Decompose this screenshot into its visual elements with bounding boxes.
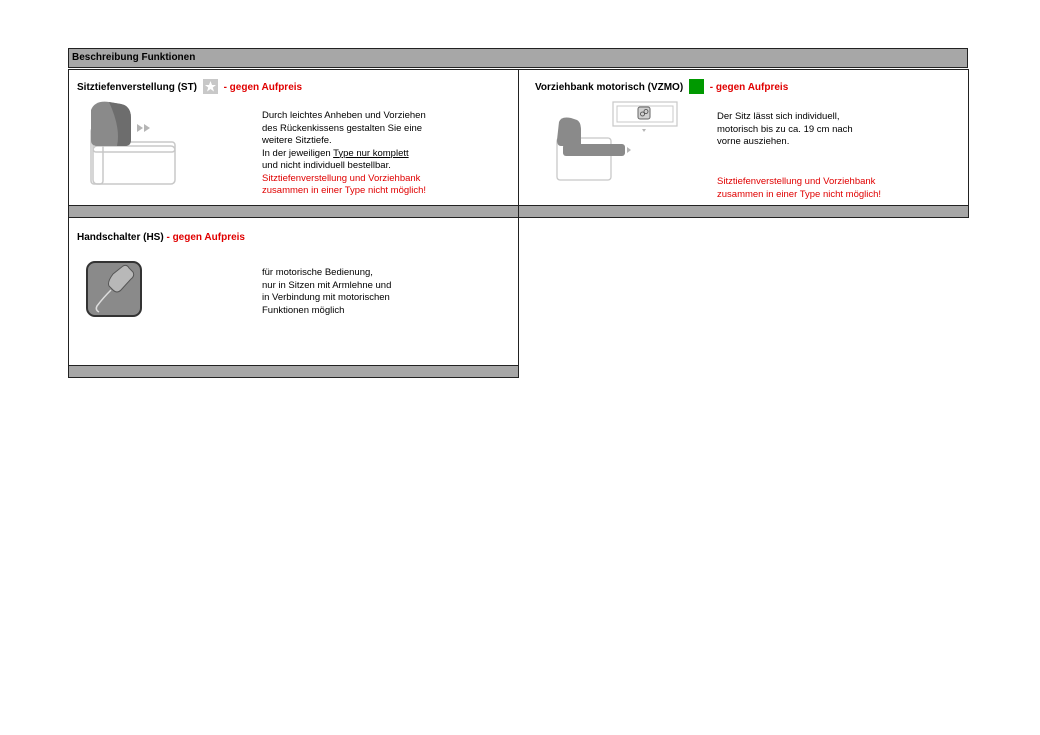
cell-vorziehbank [518,69,969,206]
hs-heading [77,232,245,244]
st-heading [77,80,302,95]
row-divider-right [518,205,969,218]
hs-desc-line-2: nur in Sitzen mit Armlehne und [262,279,392,291]
st-desc-line-5: und nicht individuell bestellbar. [262,160,391,171]
vzmo-description [717,111,853,149]
hs-desc-line-4: Funktionen möglich [262,304,345,316]
vzmo-desc-line-2: motorisch bis zu ca. 19 cm nach [717,123,853,135]
vzmo-warning-line-1: Sitztiefenverstellung und Vorziehbank [717,176,876,187]
hs-title: Handschalter (HS) [77,232,164,243]
st-title: Sitztiefenverstellung (ST) [77,82,198,94]
st-desc-link: Type nur komplett [333,147,409,159]
cell-handschalter [68,217,519,366]
hs-desc-line-3: in Verbindung mit motorischen [262,292,390,303]
green-badge-icon [689,79,704,94]
extending-seat-illustration [553,100,683,182]
st-desc-line-1: Durch leichtes Anheben und Vorziehen [262,110,426,121]
vzmo-warning-line-2: zusammen in einer Type nicht möglich! [717,188,882,200]
hs-desc-line-1: für motorische Bedienung, [262,267,373,278]
vzmo-heading [535,80,788,95]
st-description [262,110,426,198]
st-warning-line-2: zusammen in einer Type nicht möglich! [262,185,427,196]
st-price: - gegen Aufpreis [223,82,303,94]
vzmo-warning [717,176,881,201]
section-header [68,48,968,68]
vzmo-desc-line-3: vorne ausziehen. [717,136,790,147]
hand-switch-icon [85,260,143,318]
vzmo-title: Vorziehbank motorisch (VZMO) [535,82,684,94]
hs-description [262,267,391,317]
bottom-divider [68,365,519,378]
seat-depth-illustration [87,98,187,188]
cell-sitztiefenverstellung [68,69,519,206]
section-title: Beschreibung Funktionen [72,52,196,63]
st-desc-line-3: weitere Sitztiefe. [262,135,332,146]
vzmo-price: - gegen Aufpreis [709,82,789,94]
st-desc-line-2: des Rückenkissens gestalten Sie eine [262,122,423,134]
vzmo-desc-line-1: Der Sitz lässt sich individuell, [717,111,840,122]
st-desc-line-4 [262,148,426,161]
hs-price: - gegen Aufpreis [166,232,245,243]
st-desc-prefix: In der jeweiligen [262,147,334,159]
st-warning-line-1: Sitztiefenverstellung und Vorziehbank [262,172,421,184]
star-icon [203,79,218,94]
